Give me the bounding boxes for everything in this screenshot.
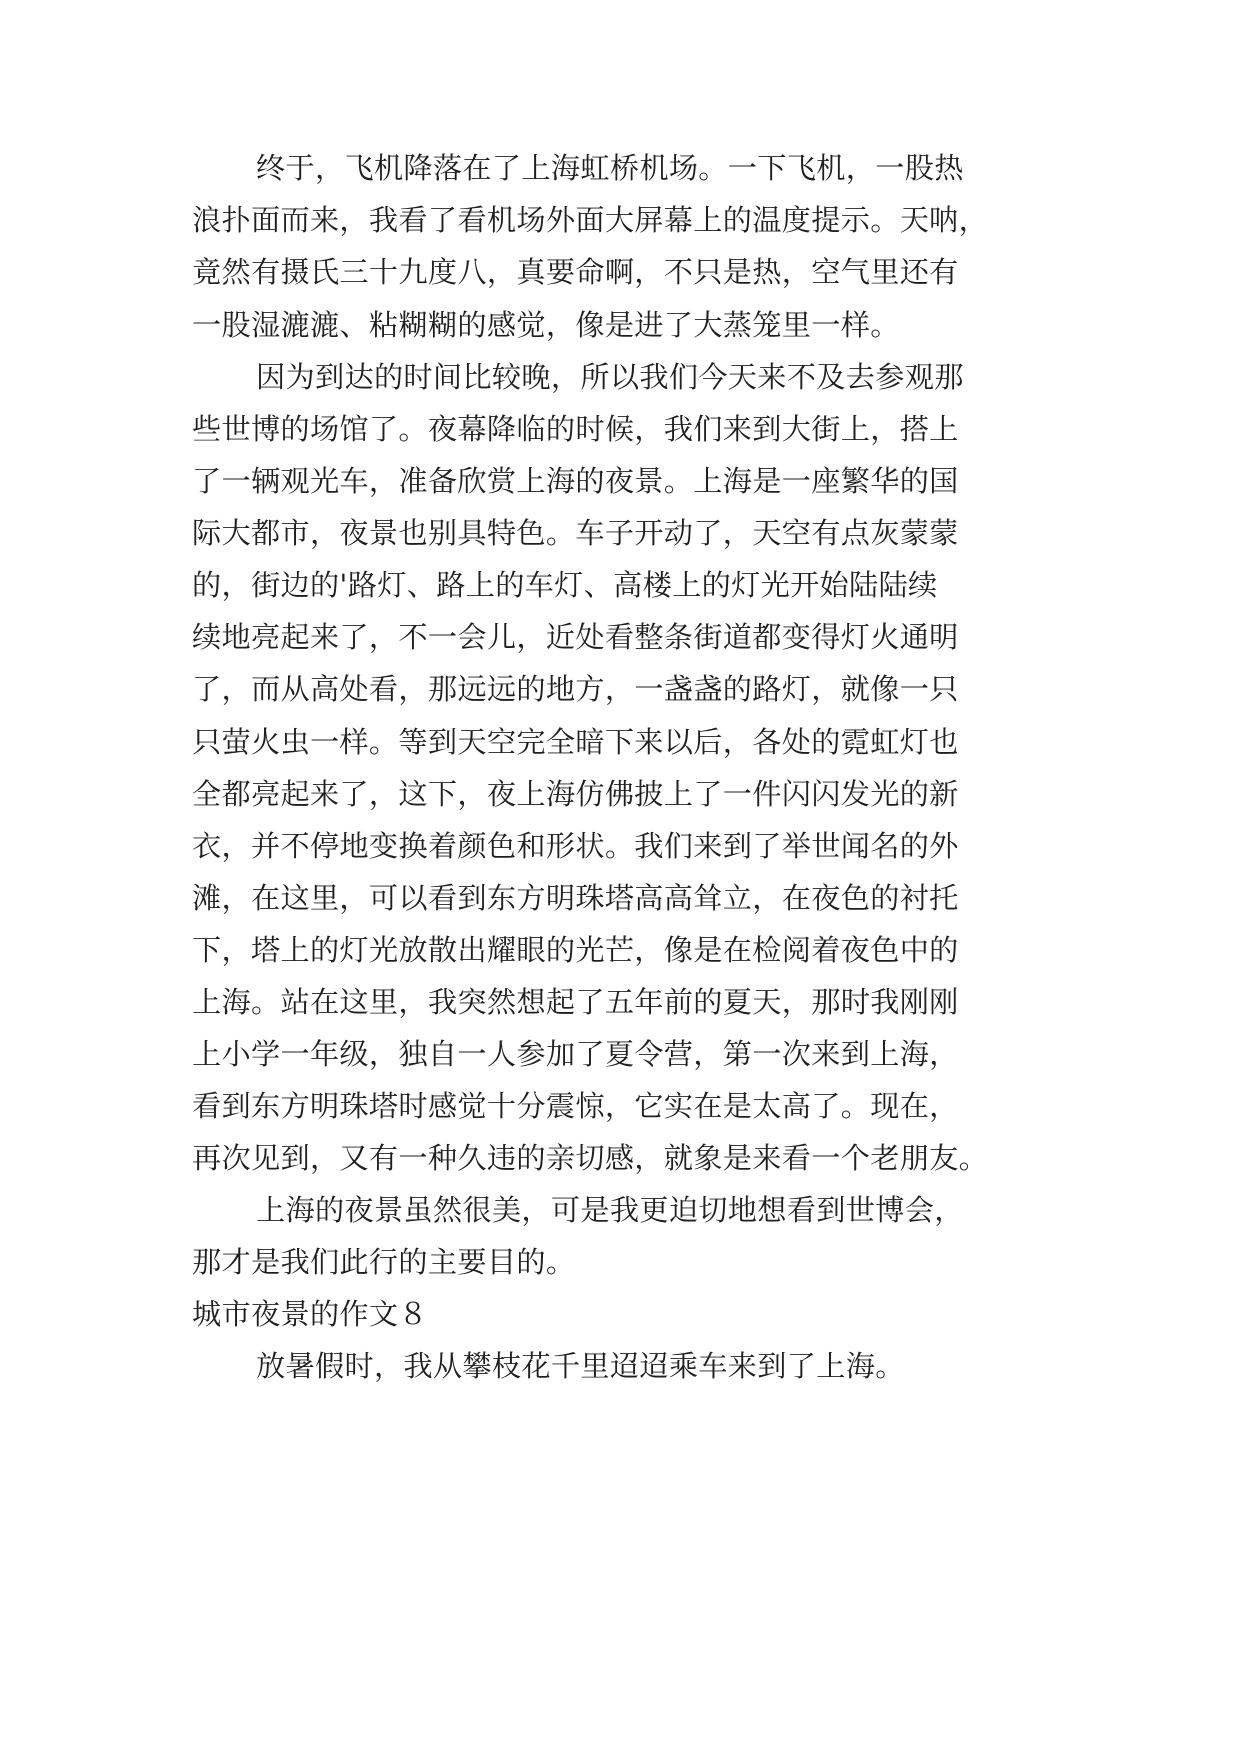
text-line: 全都亮起来了，这下，夜上海仿佛披上了一件闪闪发光的新: [192, 777, 959, 811]
section-heading: 城市夜景的作文８: [192, 1297, 428, 1331]
text-line: 际大都市，夜景也别具特色。车子开动了，天空有点灰蒙蒙: [192, 516, 959, 550]
text-line: 上海。站在这里，我突然想起了五年前的夏天，那时我刚刚: [192, 985, 959, 1019]
text-line: 只萤火虫一样。等到天空完全暗下来以后，各处的霓虹灯也: [192, 725, 959, 759]
text-line: 上海的夜景虽然很美，可是我更迫切地想看到世博会，: [256, 1193, 964, 1227]
text-line: 下，塔上的灯光放散出耀眼的光芒，像是在检阅着夜色中的: [192, 933, 959, 967]
text-line: 些世博的场馆了。夜幕降临的时候，我们来到大街上，搭上: [192, 412, 959, 446]
text-line: 续地亮起来了，不一会儿，近处看整条街道都变得灯火通明: [192, 620, 959, 654]
text-line: 放暑假时，我从攀枝花千里迢迢乘车来到了上海。: [256, 1349, 905, 1383]
text-line: 上小学一年级，独自一人参加了夏令营，第一次来到上海，: [192, 1037, 959, 1071]
text-line: 衣，并不停地变换着颜色和形状。我们来到了举世闻名的外: [192, 829, 959, 863]
text-line: 再次见到，又有一种久违的亲切感，就象是来看一个老朋友。: [192, 1141, 989, 1175]
text-line: 看到东方明珠塔时感觉十分震惊，它实在是太高了。现在，: [192, 1089, 959, 1123]
text-line: 的，街边的'路灯、路上的车灯、高楼上的灯光开始陆陆续: [192, 568, 938, 602]
text-line: 了，而从高处看，那远远的地方，一盏盏的路灯，就像一只: [192, 672, 959, 706]
text-line: 一股湿漉漉、粘糊糊的感觉，像是进了大蒸笼里一样。: [192, 308, 900, 342]
text-line: 浪扑面而来，我看了看机场外面大屏幕上的温度提示。天呐，: [192, 203, 989, 237]
text-line: 那才是我们此行的主要目的。: [192, 1245, 576, 1279]
text-line: 竟然有摄氏三十九度八，真要命啊，不只是热，空气里还有: [192, 255, 959, 289]
text-line: 终于，飞机降落在了上海虹桥机场。一下飞机，一股热: [256, 151, 964, 185]
text-line: 因为到达的时间比较晚，所以我们今天来不及去参观那: [256, 360, 964, 394]
text-line: 滩，在这里，可以看到东方明珠塔高高耸立，在夜色的衬托: [192, 881, 959, 915]
text-line: 了一辆观光车，准备欣赏上海的夜景。上海是一座繁华的国: [192, 464, 959, 498]
